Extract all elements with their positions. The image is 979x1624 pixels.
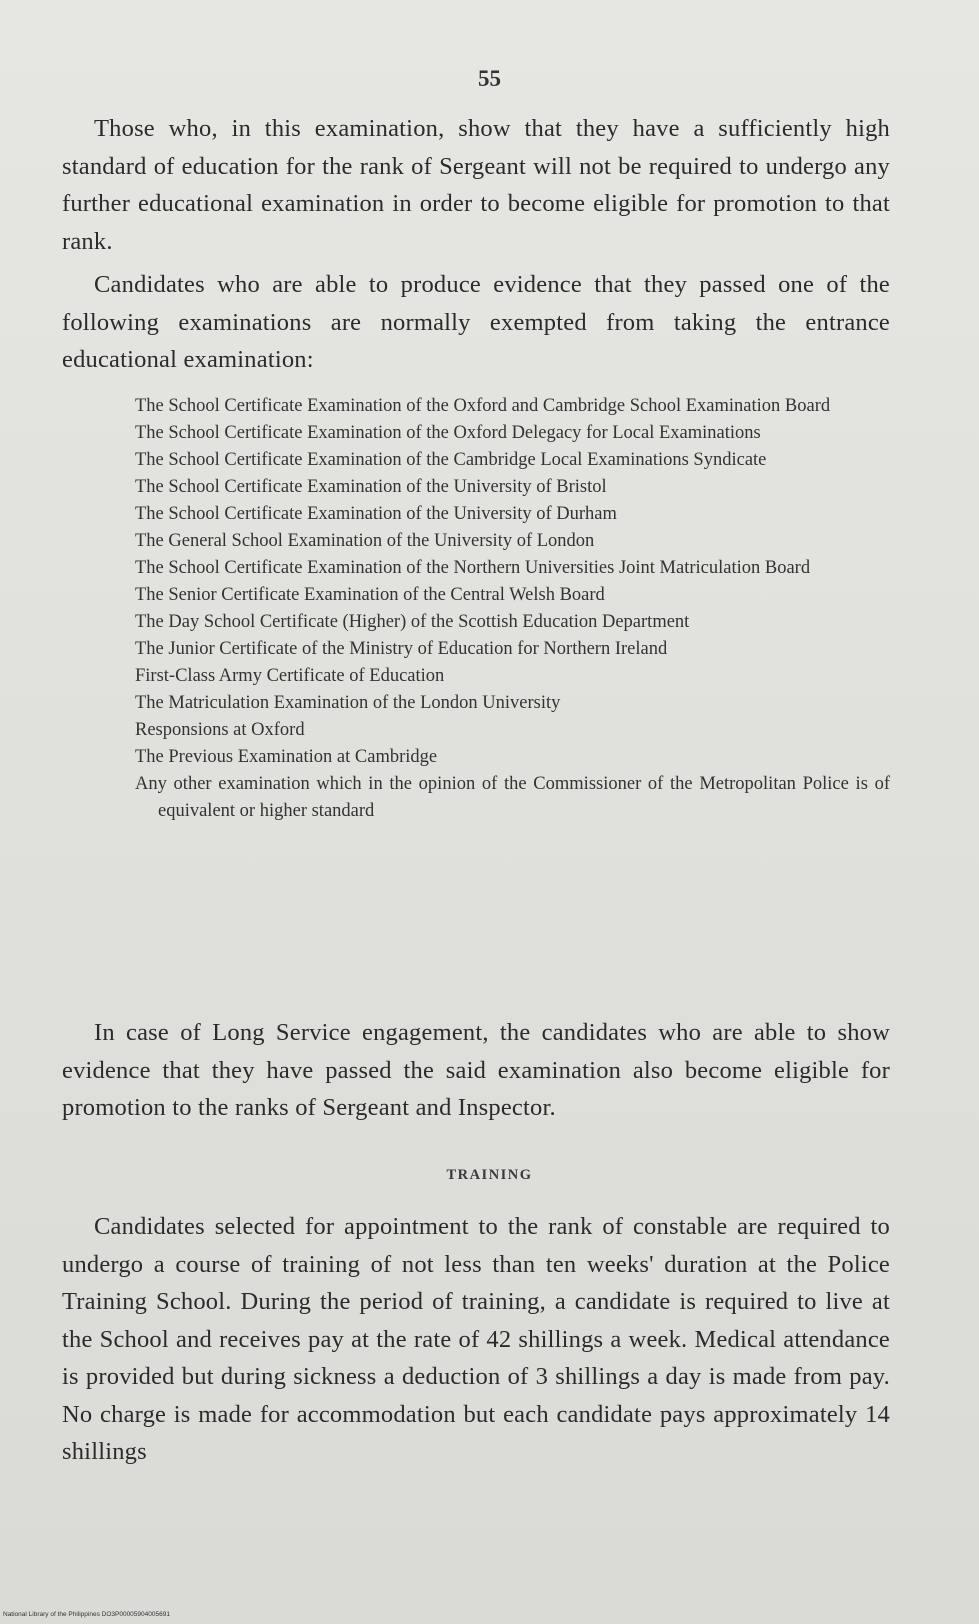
paragraph-sergeant-eligibility: Those who, in this examination, show that they have a sufficiently high standard of education for the rank of Sergeant will not be required to undergo any further educational examination in order to become eligible for promotion to that rank.: [62, 115, 890, 255]
section-heading-training: TRAINING: [446, 1167, 533, 1183]
list-item: The School Certificate Examination of the Northern Universities Joint Matriculation Board: [135, 558, 811, 578]
list-item: The General School Examination of the University of London: [135, 531, 595, 551]
exempting-examinations-list: [135, 393, 890, 825]
list-item: Any other examination which in the opinion of the Commissioner of the Metropolitan Police is of equivalent or higher standard: [135, 774, 890, 821]
page-number: 55: [478, 66, 501, 91]
list-item: Responsions at Oxford: [135, 720, 305, 740]
list-item: First-Class Army Certificate of Education: [135, 666, 445, 686]
list-item: The Matriculation Examination of the London University: [135, 693, 561, 713]
list-item: The Day School Certificate (Higher) of the Scottish Education Department: [135, 612, 690, 632]
list-item: The Senior Certificate Examination of the Central Welsh Board: [135, 585, 605, 605]
list-item: The School Certificate Examination of the Oxford Delegacy for Local Examinations: [135, 423, 761, 443]
list-item: The School Certificate Examination of the University of Bristol: [135, 477, 607, 497]
archive-footer-stamp: National Library of the Philippines DO3P00005904005691: [3, 1611, 170, 1618]
paragraph-training: Candidates selected for appointment to the rank of constable are required to undergo a course of training of not less than ten weeks' duration at the Police Training School. During the period of training, a candidate is required to live at the School and receives pay at the rate of 42 shillings a week. Medical attendance is provided but during sickness a deduction of 3 shillings a day is made from pay. No charge is made for accommodation but each candidate pays approximately 14 shillings: [62, 1213, 890, 1465]
list-item: The Junior Certificate of the Ministry of Education for Northern Ireland: [135, 639, 668, 659]
list-item: The School Certificate Examination of the University of Durham: [135, 504, 617, 524]
list-item: The School Certificate Examination of the Oxford and Cambridge School Examination Board: [135, 396, 831, 416]
paragraph-long-service: In case of Long Service engagement, the candidates who are able to show evidence that they have passed the said examination also become eligible for promotion to the ranks of Sergeant and Inspector.: [62, 1019, 890, 1121]
list-item: The School Certificate Examination of the Cambridge Local Examinations Syndicate: [135, 450, 767, 470]
paragraph-exemption-intro: Candidates who are able to produce evidence that they passed one of the following examinations are normally exempted from taking the entrance educational examination:: [62, 271, 890, 373]
list-item: The Previous Examination at Cambridge: [135, 747, 438, 767]
